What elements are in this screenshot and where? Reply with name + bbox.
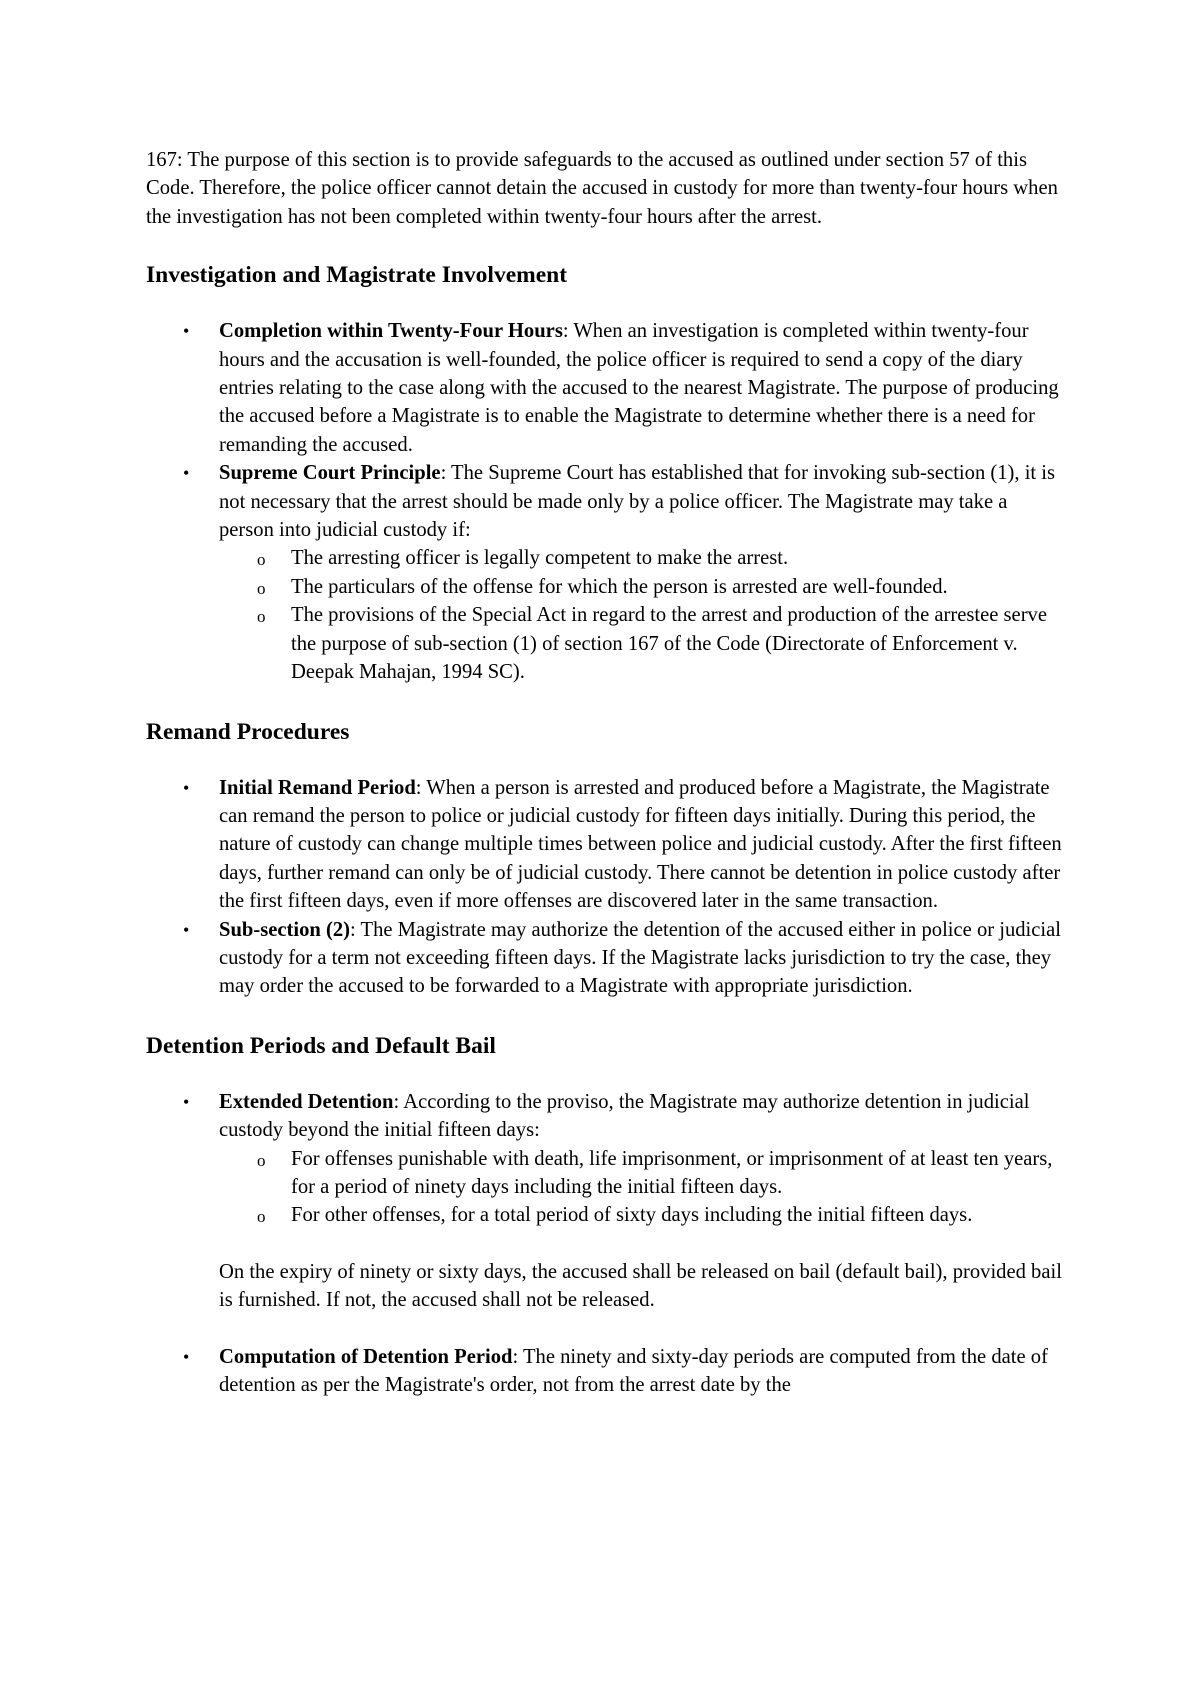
sub-list-item bbox=[257, 573, 1066, 601]
sub-list bbox=[219, 544, 1066, 686]
sub-list-item bbox=[257, 601, 1066, 686]
circle-bullet-icon: o bbox=[257, 607, 266, 627]
sub-item-text: The arresting officer is legally competent to make the arrest. bbox=[291, 547, 789, 570]
bullet-icon: • bbox=[183, 463, 190, 484]
item-term: Computation of Detention Period bbox=[219, 1345, 513, 1368]
item-term: Initial Remand Period bbox=[219, 776, 416, 799]
sub-list bbox=[219, 1145, 1066, 1230]
list-item bbox=[183, 1343, 1066, 1400]
sub-list-item bbox=[257, 1145, 1066, 1202]
sub-item-text: For other offenses, for a total period of sixty days including the initial fifteen days. bbox=[291, 1204, 973, 1227]
document-body bbox=[146, 146, 1066, 1399]
bullet-icon: • bbox=[183, 321, 190, 342]
sub-item-text: The provisions of the Special Act in regard to the arrest and production of the arrestee serve the purpose of sub-section (1) of section 167 of the Code (Directorate of Enforcement v. Deepak Mahajan, 1994 SC). bbox=[291, 604, 1047, 684]
circle-bullet-icon: o bbox=[257, 578, 266, 598]
item-term: Completion within Twenty-Four Hours bbox=[219, 320, 563, 343]
bullet-list-investigation bbox=[146, 317, 1066, 686]
section-heading-detention: Detention Periods and Default Bail bbox=[146, 1032, 496, 1059]
bullet-list-computation bbox=[146, 1343, 1066, 1400]
item-term: Supreme Court Principle bbox=[219, 462, 441, 485]
sub-list-item bbox=[257, 1201, 1066, 1229]
circle-bullet-icon: o bbox=[257, 1150, 266, 1170]
circle-bullet-icon: o bbox=[257, 550, 266, 570]
item-term: Sub-section (2) bbox=[219, 918, 351, 941]
item-text: : The Magistrate may authorize the detention of the accused either in police or judicial custody for a term not exceeding fifteen days. If the Magistrate lacks jurisdiction to try the case, they may order the accused to be forwarded to a Magistrate with appropriate jurisdiction. bbox=[219, 918, 1062, 998]
bullet-icon: • bbox=[183, 1091, 190, 1112]
list-item bbox=[183, 1088, 1066, 1230]
section-heading-remand: Remand Procedures bbox=[146, 718, 350, 745]
bullet-list-remand bbox=[146, 774, 1066, 1001]
list-item bbox=[183, 774, 1066, 916]
bullet-icon: • bbox=[183, 1346, 190, 1367]
circle-bullet-icon: o bbox=[257, 1207, 266, 1227]
item-text: : The ninety and sixty-day periods are computed from the date of detention as per the Magistrate's order, not from the arrest date by the bbox=[219, 1345, 1048, 1396]
bullet-icon: • bbox=[183, 777, 190, 798]
item-text: : When an investigation is completed within twenty-four hours and the accusation is well-founded, the police officer is required to send a copy of the diary entries relating to the case along with the accused to the nearest Magistrate. The purpose of producing the accused before a Magistrate is to enable the Magistrate to determine whether there is a need for remanding the accused. bbox=[219, 320, 1059, 456]
item-text: : The Supreme Court has established that for invoking sub-section (1), it is not necessary that the arrest should be made only by a police officer. The Magistrate may take a person into judicial custody if: bbox=[219, 462, 1056, 542]
bullet-icon: • bbox=[183, 919, 190, 940]
item-text: : When a person is arrested and produced before a Magistrate, the Magistrate can remand the person to police or judicial custody for fifteen days initially. During this period, the nature of custody can change multiple times between police and judicial custody. After the first fifteen days, further remand can only be of judicial custody. There cannot be detention in police custody after the first fifteen days, even if more offenses are discovered later in the same transaction. bbox=[219, 776, 1062, 913]
sub-item-text: For offenses punishable with death, life imprisonment, or imprisonment of at least ten years, for a period of ninety days including the initial fifteen days. bbox=[291, 1147, 1053, 1198]
bullet-list-detention bbox=[146, 1088, 1066, 1230]
default-bail-paragraph: On the expiry of ninety or sixty days, the accused shall be released on bail (default bail), provided bail is furnished. If not, the accused shall not be released. bbox=[219, 1260, 1062, 1312]
item-text: : According to the proviso, the Magistrate may authorize detention in judicial custody beyond the initial fifteen days: bbox=[219, 1090, 1030, 1142]
item-term: Extended Detention bbox=[219, 1090, 394, 1113]
list-item bbox=[183, 916, 1066, 1001]
intro-paragraph: 167: The purpose of this section is to provide safeguards to the accused as outlined under section 57 of this Code. Therefore, the police officer cannot detain the accused in custody for more than twenty-four hours when the investigation has not been completed within twenty-four hours after the arrest. bbox=[146, 149, 1058, 228]
sub-list-item bbox=[257, 544, 1066, 572]
list-item bbox=[183, 459, 1066, 686]
sub-item-text: The particulars of the offense for which the person is arrested are well-founded. bbox=[291, 575, 948, 598]
list-item bbox=[183, 317, 1066, 459]
section-heading-investigation: Investigation and Magistrate Involvement bbox=[146, 262, 568, 289]
